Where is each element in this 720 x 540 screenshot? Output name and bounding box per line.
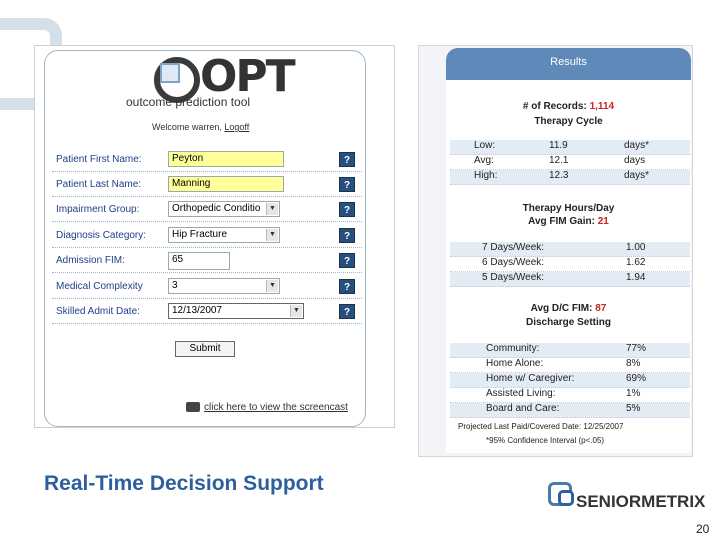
opt-logo-box-icon — [160, 63, 180, 83]
form-row-impairment-group — [52, 200, 362, 222]
discharge-row-assisted-living — [450, 388, 690, 403]
hours-row-5 — [450, 272, 690, 287]
hours-5-name: 5 Days/Week: — [482, 272, 545, 283]
last-name-input[interactable]: Manning — [168, 176, 284, 192]
hours-row-6 — [450, 257, 690, 272]
skilled-admit-date-picker[interactable] — [168, 303, 304, 319]
hours-7-name: 7 Days/Week: — [482, 242, 545, 253]
cycle-high-unit: days* — [624, 170, 650, 181]
page-number: 20 — [696, 522, 710, 536]
cycle-avg-unit: days — [624, 155, 646, 166]
screencast-link[interactable] — [186, 402, 348, 413]
admission-fim-input[interactable]: 65 — [168, 252, 230, 270]
discharge-board-care-value: 5% — [626, 403, 641, 414]
cycle-avg-value: 12.1 — [549, 155, 569, 166]
dc-fim-line — [446, 303, 691, 314]
diagnosis-category-label: Diagnosis Category: — [56, 230, 147, 241]
discharge-home-alone-name: Home Alone: — [486, 358, 544, 369]
discharge-row-community — [450, 343, 690, 358]
skilled-admit-date-value: 12/13/2007 — [172, 305, 223, 316]
discharge-row-board-care — [450, 403, 690, 418]
medical-complexity-select[interactable] — [168, 278, 280, 294]
impairment-group-help-button[interactable]: ? — [339, 202, 355, 217]
medical-complexity-help-button[interactable]: ? — [339, 279, 355, 294]
form-row-first-name — [52, 150, 362, 172]
form-row-diagnosis-category — [52, 226, 362, 248]
cycle-low-name: Low: — [474, 140, 496, 151]
brand-inner-square-icon — [558, 490, 574, 506]
chevron-down-icon[interactable]: ▼ — [266, 280, 278, 292]
discharge-board-care-name: Board and Care: — [486, 403, 560, 414]
discharge-community-value: 77% — [626, 343, 647, 354]
fim-gain-value: 21 — [597, 216, 609, 227]
logout-link[interactable]: Logoff — [224, 122, 250, 132]
screencast-label: click here to view the screencast — [204, 402, 348, 413]
cycle-low-value: 11.9 — [549, 140, 568, 151]
welcome-line — [152, 122, 249, 132]
hours-row-7 — [450, 242, 690, 257]
discharge-row-home-alone — [450, 358, 690, 373]
brand-wordmark: SENIORMETRIX — [576, 492, 706, 511]
calendar-dropdown-icon[interactable]: ▼ — [290, 305, 302, 317]
discharge-assisted-living-value: 1% — [626, 388, 641, 399]
hours-5-value: 1.94 — [626, 272, 646, 283]
therapy-cycle-title: Therapy Cycle — [534, 116, 603, 127]
chevron-down-icon[interactable]: ▼ — [266, 229, 278, 241]
hours-7-value: 1.00 — [626, 242, 646, 253]
fim-gain-line — [446, 216, 691, 227]
therapy-hours-title: Therapy Hours/Day — [522, 203, 615, 214]
form-row-last-name — [52, 175, 362, 197]
records-label: # of Records: — [522, 101, 587, 112]
cycle-avg-name: Avg: — [474, 155, 494, 166]
dc-fim-label: Avg D/C FIM: — [530, 303, 593, 314]
cycle-high-name: High: — [474, 170, 498, 181]
hours-6-value: 1.62 — [626, 257, 646, 268]
admission-fim-label: Admission FIM: — [56, 255, 125, 266]
records-line — [446, 101, 691, 112]
discharge-community-name: Community: — [486, 343, 540, 354]
diagnosis-category-select[interactable] — [168, 227, 280, 243]
fim-gain-label: Avg FIM Gain: — [528, 216, 595, 227]
medical-complexity-value: 3 — [172, 280, 178, 291]
cycle-row-high — [450, 170, 690, 185]
form-row-medical-complexity — [52, 277, 362, 299]
opt-logo-mark: OPT — [200, 51, 294, 102]
discharge-assisted-living-name: Assisted Living: — [486, 388, 556, 399]
seniormetrix-logo — [548, 480, 706, 516]
impairment-group-label: Impairment Group: — [56, 204, 140, 215]
discharge-setting-title: Discharge Setting — [525, 317, 612, 328]
impairment-group-value: Orthopedic Conditio — [172, 203, 261, 214]
cycle-high-value: 12.3 — [549, 170, 569, 181]
results-header: Results — [446, 48, 691, 80]
admission-fim-help-button[interactable]: ? — [339, 253, 355, 268]
form-row-admission-fim — [52, 251, 362, 273]
discharge-caregiver-name: Home w/ Caregiver: — [486, 373, 575, 384]
diagnosis-category-help-button[interactable]: ? — [339, 228, 355, 243]
confidence-note: *95% Confidence Interval (p<.05) — [486, 436, 605, 445]
cycle-row-low — [450, 140, 690, 155]
first-name-label: Patient First Name: — [56, 154, 142, 165]
last-name-label: Patient Last Name: — [56, 179, 142, 190]
discharge-caregiver-value: 69% — [626, 373, 647, 384]
hours-6-name: 6 Days/Week: — [482, 257, 545, 268]
slide-heading: Real-Time Decision Support — [44, 472, 324, 495]
discharge-home-alone-value: 8% — [626, 358, 641, 369]
impairment-group-select[interactable] — [168, 201, 280, 217]
medical-complexity-label: Medical Complexity — [56, 281, 143, 292]
last-name-help-button[interactable]: ? — [339, 177, 355, 192]
cycle-low-unit: days* — [624, 140, 650, 151]
first-name-input[interactable]: Peyton — [168, 151, 284, 167]
chevron-down-icon[interactable]: ▼ — [266, 203, 278, 215]
skilled-admit-date-label: Skilled Admit Date: — [56, 306, 140, 317]
submit-button[interactable]: Submit — [175, 341, 235, 357]
skilled-admit-date-help-button[interactable]: ? — [339, 304, 355, 319]
video-camera-icon — [186, 402, 200, 412]
opt-logo-tagline: outcome prediction tool — [126, 95, 251, 109]
cycle-row-avg — [450, 155, 690, 170]
welcome-text: Welcome warren, — [152, 122, 222, 132]
records-value: 1,114 — [589, 101, 615, 112]
diagnosis-category-value: Hip Fracture — [172, 229, 228, 240]
projected-date-note: Projected Last Paid/Covered Date: 12/25/2007 — [458, 422, 624, 431]
first-name-help-button[interactable]: ? — [339, 152, 355, 167]
dc-fim-value: 87 — [595, 303, 607, 314]
discharge-row-caregiver — [450, 373, 690, 388]
opt-logo — [120, 51, 300, 115]
form-row-skilled-admit-date — [52, 302, 362, 324]
